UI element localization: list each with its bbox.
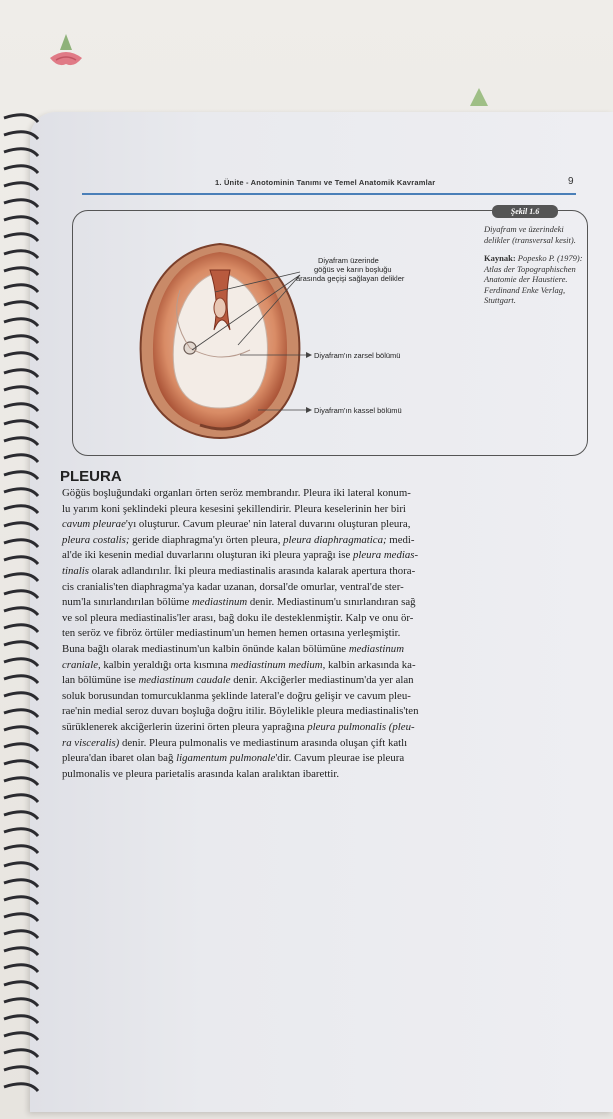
term: pleura pulmonalis (pleu-	[307, 720, 415, 733]
body-text	[62, 486, 494, 782]
line: Göğüs boşluğundaki organları örten seröz membrandır. Pleura iki lateral konum-	[62, 487, 411, 499]
text-run: pleura'dan ibaret olan bağ	[62, 752, 177, 765]
label-muscular: Diyafram'ın kassel bölümü	[314, 406, 402, 415]
term: craniale,	[62, 658, 101, 671]
term: pleura costalis;	[62, 533, 130, 546]
text-run: denir. Mediastinum'u sınırlandıran sağ	[247, 596, 416, 609]
label-holes-1: Diyafram üzerinde	[318, 256, 379, 265]
text-run: 'yı oluşturur. Cavum pleurae' nin lateral duvarını oluşturan pleura,	[125, 518, 411, 531]
line: ve sol pleura mediastinalis'ler arası, bağ doku ile desteklenmiştir. Kalp ve onu ör-	[62, 611, 414, 624]
page-number: 9	[568, 176, 574, 187]
term: mediastinum caudale	[138, 674, 231, 687]
term: ra visceralis)	[62, 736, 120, 749]
line	[62, 751, 494, 767]
source-text: Popesko P. (1979): Atlas der Topographischen Anatomie der Haustiere. Ferdinand Enke Verlag, Stuttgart.	[484, 253, 583, 305]
line: ten seröz ve fibröz örtüler mediastinum'un hemen hemen ortasına yerleşmiştir.	[62, 627, 401, 640]
term: mediastinum	[348, 642, 404, 655]
term: mediastinum	[191, 596, 248, 609]
line	[62, 564, 494, 580]
line	[62, 673, 494, 689]
line	[62, 533, 494, 549]
text-run: num'la sınırlandırılan bölüme	[62, 596, 192, 609]
label-tendinous: Diyafram'ın zarsel bölümü	[314, 351, 401, 360]
text-run: al'de iki kesenin medial duvarlarını oluşturan iki pleura yaprağı ise	[62, 549, 353, 562]
line	[62, 642, 494, 658]
term: cavum pleurae	[62, 518, 126, 531]
line: lu yarım koni şeklindeki pleura kesesini şekillendirir. Pleura keselerinin her biri	[62, 502, 406, 515]
label-holes-2: göğüs ve karın boşluğu	[314, 265, 392, 274]
text-run: denir. Akciğerler mediastinum'da yer alan	[230, 674, 414, 687]
running-header: 1. Ünite - Anotominin Tanımı ve Temel Anatomik Kavramlar	[215, 178, 436, 187]
text-run: 'dir. Cavum pleurae ise pleura	[275, 752, 405, 765]
label-holes-3: arasında geçişi sağlayan delikler	[296, 274, 405, 283]
text-run: olarak adlandırılır. İki pleura mediastinalis arasında kalarak apertura thora-	[89, 564, 416, 577]
text-run: denir. Pleura pulmonalis ve mediastinum arasında oluşan çift katlı	[119, 736, 408, 749]
line: cis cranialis'ten diaphragma'ya kadar uzanan, dorsal'de omurlar, ventral'de ster-	[62, 580, 404, 593]
text-run: kalbin arkasında ka-	[325, 658, 416, 671]
line: pulmonalis ve pleura parietalis arasında kalan aralıktan ibarettir.	[62, 767, 340, 780]
text-run: geride diaphragma'yı örten pleura,	[129, 533, 284, 546]
term: pleura diaphragmatica;	[283, 533, 387, 546]
line	[62, 658, 494, 674]
source-label: Kaynak:	[484, 253, 516, 263]
text-run: medi-	[386, 533, 415, 546]
line	[62, 517, 494, 533]
text-run: lan bölümüne ise	[62, 674, 139, 687]
line: rae'nin medial seroz duvarı boşluğa doğru itilir. Böylelikle pleura mediastinalis'ten	[62, 705, 419, 718]
term: pleura medias-	[352, 549, 419, 562]
line: soluk borusundan tomurcuklanma şeklinde lateral'e doğru gelişir ve cavum pleu-	[62, 689, 411, 702]
line	[62, 720, 494, 736]
term: mediastinum medium,	[230, 658, 326, 671]
line	[62, 595, 494, 611]
text-run: Buna bağlı olarak mediastinum'un kalbin önünde kalan bölümüne	[62, 642, 349, 655]
text-run: sürüklenerek akciğerlerin üzerini örten pleura yaprağına	[62, 720, 308, 733]
term: tinalis	[62, 564, 89, 577]
section-title: PLEURA	[60, 468, 122, 485]
caption-title: Diyafram ve üzerindeki delikler (transversal kesit).	[484, 224, 576, 245]
line	[62, 736, 494, 752]
term: ligamentum pulmonale	[176, 752, 276, 765]
line	[62, 548, 494, 564]
text-run: kalbin yeraldığı orta kısmına	[100, 658, 231, 671]
figure-tag: Şekil 1.6	[492, 205, 558, 218]
